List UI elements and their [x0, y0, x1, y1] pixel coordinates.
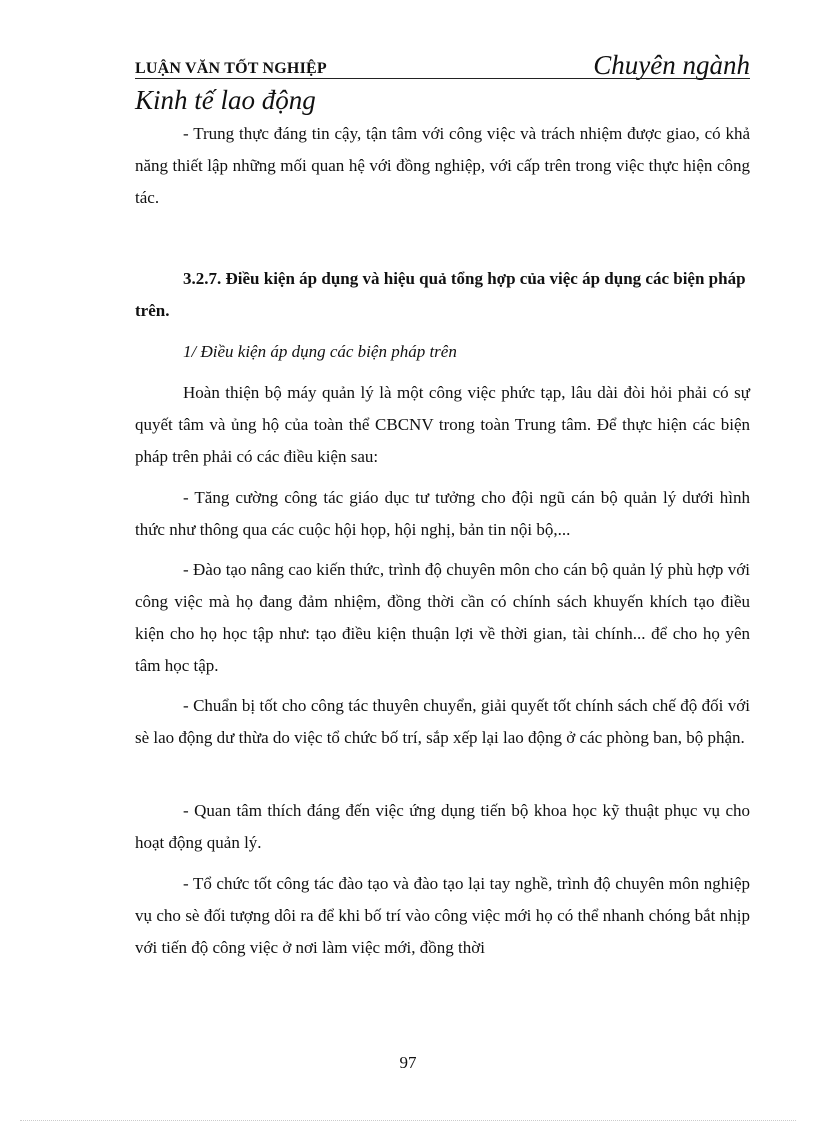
paragraph-transfer-preparation: - Chuẩn bị tốt cho công tác thuyên chuyển, giải quyết tốt chính sách chế độ đối với sè lao động dư thừa do việc tổ chức bố trí, sắp xếp lại lao động ở các phòng ban, bộ phận.	[135, 696, 750, 747]
page-bottom-border	[20, 1120, 796, 1121]
header-major-name: Kinh tế lao động	[135, 85, 316, 115]
subsection-heading-conditions: 1/ Điều kiện áp dụng các biện pháp trên	[183, 342, 457, 361]
section-heading-3-2-7: 3.2.7. Điều kiện áp dụng và hiệu quả tổng hợp của việc áp dụng các biện pháp trên.	[135, 269, 746, 320]
header-thesis-title: LUẬN VĂN TỐT NGHIỆP	[135, 60, 327, 77]
paragraph-ideological-education: - Tăng cường công tác giáo dục tư tưởng cho đội ngũ cán bộ quản lý dưới hình thức như thông qua các cuộc hội họp, hội nghị, bản tin nội bộ,...	[135, 488, 750, 539]
header-major-label: Chuyên ngành	[593, 50, 750, 80]
paragraph-retraining: - Tổ chức tốt công tác đào tạo và đào tạo lại tay nghề, trình độ chuyên môn nghiệp vụ cho sè đối tượng dôi ra để khi bố trí vào công việc mới họ có thể nhanh chóng bắt nhịp với tiến độ công việc ở nơi làm việc mới, đồng thời	[135, 874, 750, 957]
paragraph-training: - Đào tạo nâng cao kiến thức, trình độ chuyên môn cho cán bộ quản lý phù hợp với công việc mà họ đang đảm nhiệm, đồng thời cần có chính sách khuyến khích tạo điều kiện cho họ học tập như: tạo điều kiện thuận lợi về thời gian, tài chính... để cho họ yên tâm học tập.	[135, 560, 750, 675]
paragraph-honesty: - Trung thực đáng tin cậy, tận tâm với công việc và trách nhiệm được giao, có khả năng thiết lập những mối quan hệ với đồng nghiệp, với cấp trên trong việc thực hiện công tác.	[135, 124, 750, 207]
page-number: 97	[399, 1053, 417, 1072]
paragraph-intro-conditions: Hoàn thiện bộ máy quản lý là một công việc phức tạp, lâu dài đòi hỏi phải có sự quyết tâm và ủng hộ của toàn thể CBCNV trong toàn Trung tâm. Để thực hiện các biện pháp trên phải có các điều kiện sau:	[135, 383, 750, 466]
header-divider	[135, 78, 750, 79]
paragraph-technology: - Quan tâm thích đáng đến việc ứng dụng tiến bộ khoa học kỹ thuật phục vụ cho hoạt động quản lý.	[135, 801, 750, 852]
